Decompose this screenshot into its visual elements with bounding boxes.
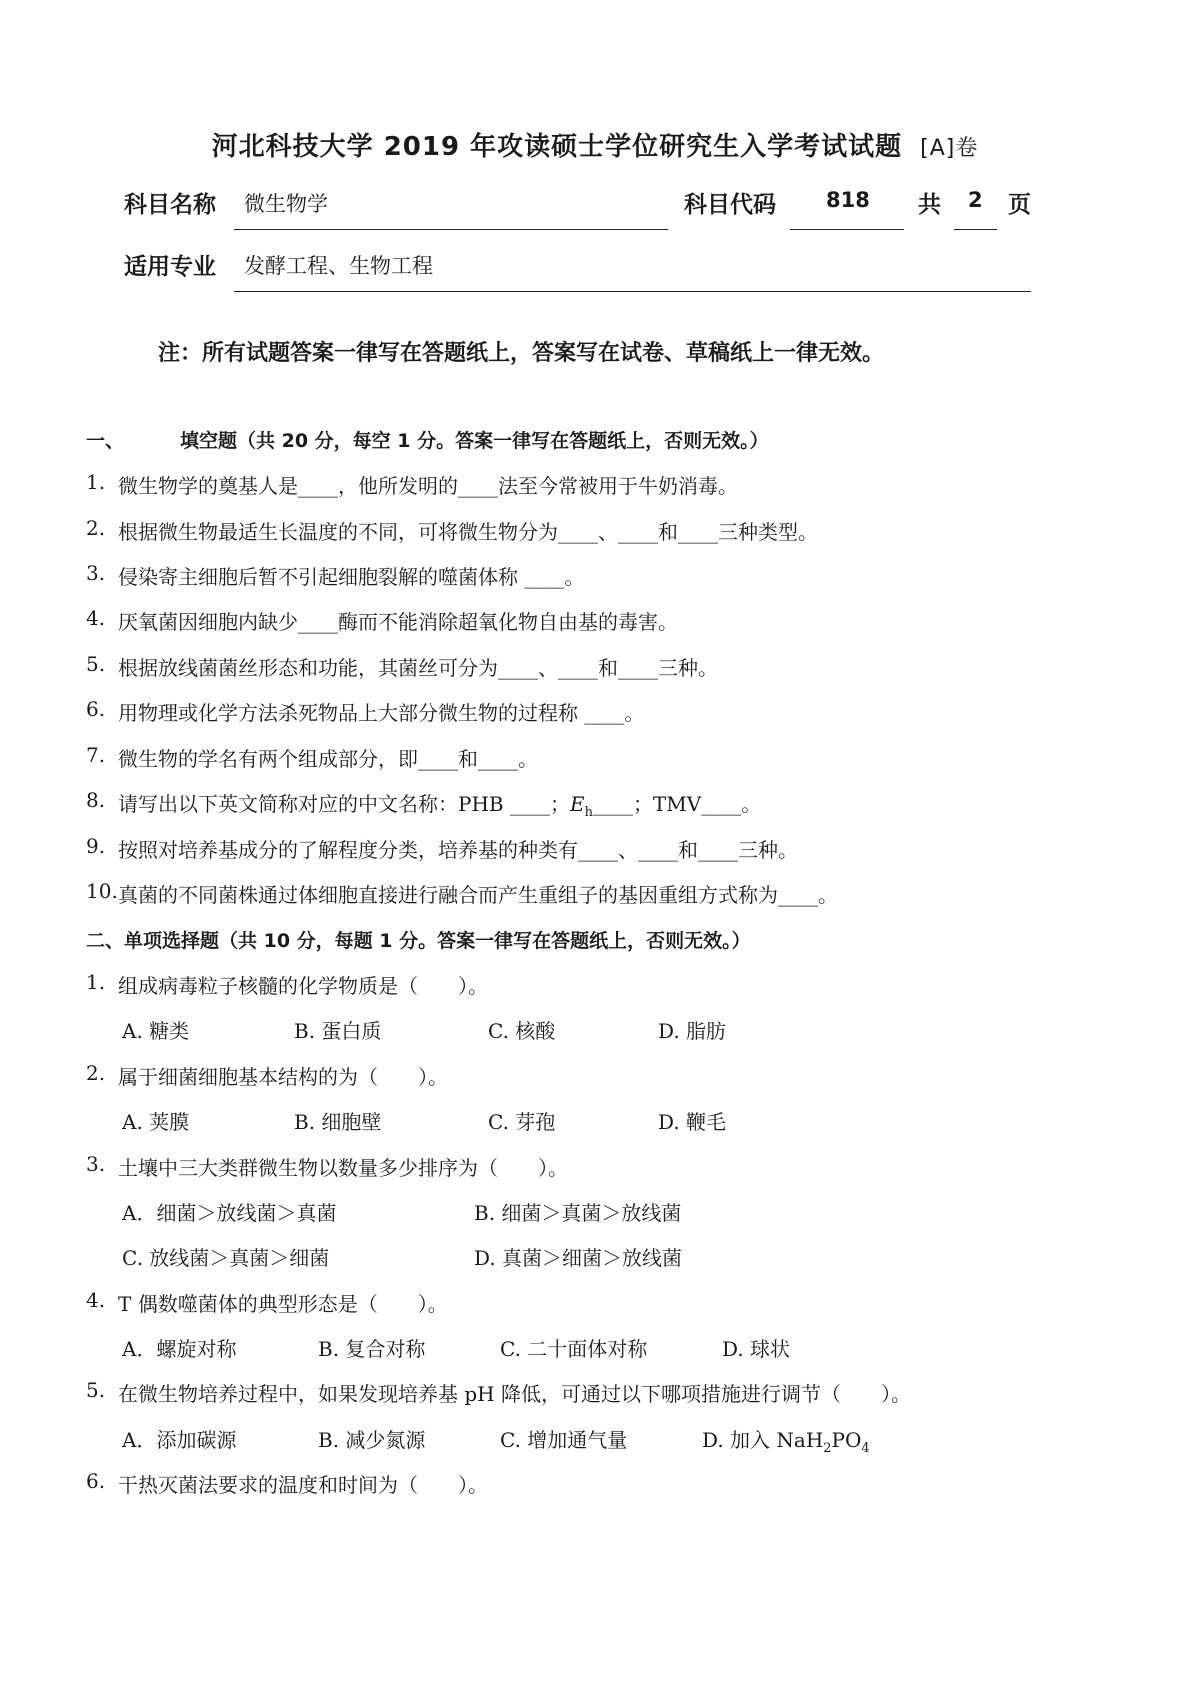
question-text — [118, 788, 761, 820]
option-c: C. 核酸 — [488, 1019, 556, 1043]
option-b: B. 细胞壁 — [294, 1110, 382, 1134]
total-pages-underline — [954, 229, 997, 230]
question-number: 2. — [86, 1061, 106, 1085]
option-c: C. 二十面体对称 — [500, 1337, 648, 1361]
option-c: C. 增加通气量 — [500, 1428, 628, 1452]
subscript: 4 — [861, 1441, 870, 1456]
section-2-heading: 二、单项选择题（共 10 分，每题 1 分。答案一律写在答题纸上，否则无效。） — [86, 930, 751, 952]
option-d: D. 真菌＞细菌＞放线菌 — [474, 1246, 683, 1270]
exam-title — [0, 126, 1190, 163]
subject-code-label: 科目代码 — [684, 192, 776, 218]
question-number: 5. — [86, 1378, 106, 1402]
question-text: 干热灭菌法要求的温度和时间为（ ）。 — [118, 1473, 488, 1497]
question-text: 微生物学的奠基人是____，他所发明的____法至今常被用于牛奶消毒。 — [118, 474, 738, 498]
subject-code-underline — [790, 229, 904, 230]
pages-label: 页 — [1008, 192, 1031, 218]
question-number: 6. — [86, 1469, 106, 1493]
total-label: 共 — [918, 192, 941, 218]
section-1-title: 填空题（共 20 分，每空 1 分。答案一律写在答题纸上，否则无效。） — [180, 430, 769, 452]
question-text-part: ____；TMV____。 — [592, 792, 762, 816]
question-text: 在微生物培养过程中，如果发现培养基 pH 降低，可通过以下哪项措施进行调节（ ）。 — [118, 1382, 911, 1406]
question-text-part: 请写出以下英文简称对应的中文名称：PHB ____； — [118, 792, 570, 816]
question-number: 9. — [86, 834, 106, 858]
eh-symbol: E — [569, 792, 585, 816]
option-a: A. 荚膜 — [122, 1110, 190, 1134]
question-number: 6. — [86, 697, 106, 721]
question-number: 2. — [86, 516, 106, 540]
option-c: C. 芽孢 — [488, 1110, 556, 1134]
question-text: 微生物的学名有两个组成部分，即____和____。 — [118, 747, 538, 771]
major-underline — [234, 291, 1031, 292]
option-a: A．螺旋对称 — [122, 1337, 237, 1361]
title-text: 河北科技大学 2019 年攻读硕士学位研究生入学考试试题 — [211, 132, 903, 162]
option-d: D. 脂肪 — [658, 1019, 727, 1043]
question-number: 4. — [86, 606, 106, 630]
subject-name-value: 微生物学 — [244, 192, 328, 216]
option-d: D. 球状 — [722, 1337, 791, 1361]
option-b: B. 减少氮源 — [318, 1428, 426, 1452]
question-text: 用物理或化学方法杀死物品上大部分微生物的过程称 ____。 — [118, 701, 645, 725]
question-text: T 偶数噬菌体的典型形态是（ ）。 — [118, 1292, 448, 1316]
question-text: 真菌的不同菌株通过体细胞直接进行融合而产生重组子的基因重组方式称为____。 — [118, 883, 838, 907]
option-d — [702, 1424, 870, 1456]
option-a: A. 糖类 — [122, 1019, 190, 1043]
question-text: 根据放线菌菌丝形态和功能，其菌丝可分为____、____和____三种。 — [118, 656, 718, 680]
subscript: 2 — [823, 1441, 832, 1456]
question-number: 7. — [86, 743, 106, 767]
subject-name-underline — [234, 229, 668, 230]
total-pages-value: 2 — [968, 188, 983, 212]
option-d-text: PO — [831, 1428, 862, 1452]
question-number: 8. — [86, 788, 106, 812]
paper-label: [A]卷 — [920, 136, 979, 161]
option-a: A．细菌＞放线菌＞真菌 — [122, 1201, 337, 1225]
question-number: 4. — [86, 1288, 106, 1312]
option-b: B. 细菌＞真菌＞放线菌 — [474, 1201, 682, 1225]
major-label: 适用专业 — [124, 254, 216, 280]
question-number: 10. — [86, 879, 118, 903]
question-text: 根据微生物最适生长温度的不同，可将微生物分为____、____和____三种类型。 — [118, 520, 818, 544]
question-text: 组成病毒粒子核髓的化学物质是（ ）。 — [118, 974, 488, 998]
question-number: 1. — [86, 470, 106, 494]
question-text: 厌氧菌因细胞内缺少____酶而不能消除超氧化物自由基的毒害。 — [118, 610, 678, 634]
question-number: 1. — [86, 970, 106, 994]
subject-name-label: 科目名称 — [124, 192, 216, 218]
eh-subscript: h — [584, 805, 593, 820]
option-d: D. 鞭毛 — [658, 1110, 727, 1134]
option-d-text: D. 加入 NaH — [702, 1428, 824, 1452]
question-text: 侵染寄主细胞后暂不引起细胞裂解的噬菌体称 ____。 — [118, 565, 585, 589]
section-1-heading — [86, 426, 769, 453]
section-1-number: 一、 — [86, 430, 125, 452]
subject-code-value: 818 — [826, 188, 870, 212]
option-b: B. 复合对称 — [318, 1337, 426, 1361]
question-number: 5. — [86, 652, 106, 676]
option-c: C. 放线菌＞真菌＞细菌 — [122, 1246, 330, 1270]
question-number: 3. — [86, 561, 106, 585]
question-text: 土壤中三大类群微生物以数量多少排序为（ ）。 — [118, 1156, 568, 1180]
option-b: B. 蛋白质 — [294, 1019, 382, 1043]
question-text: 按照对培养基成分的了解程度分类，培养基的种类有____、____和____三种。 — [118, 838, 798, 862]
major-value: 发酵工程、生物工程 — [244, 254, 433, 278]
notice: 注：所有试题答案一律写在答题纸上，答案写在试卷、草稿纸上一律无效。 — [158, 341, 885, 366]
question-text: 属于细菌细胞基本结构的为（ ）。 — [118, 1065, 448, 1089]
question-number: 3. — [86, 1152, 106, 1176]
option-a: A．添加碳源 — [122, 1428, 237, 1452]
